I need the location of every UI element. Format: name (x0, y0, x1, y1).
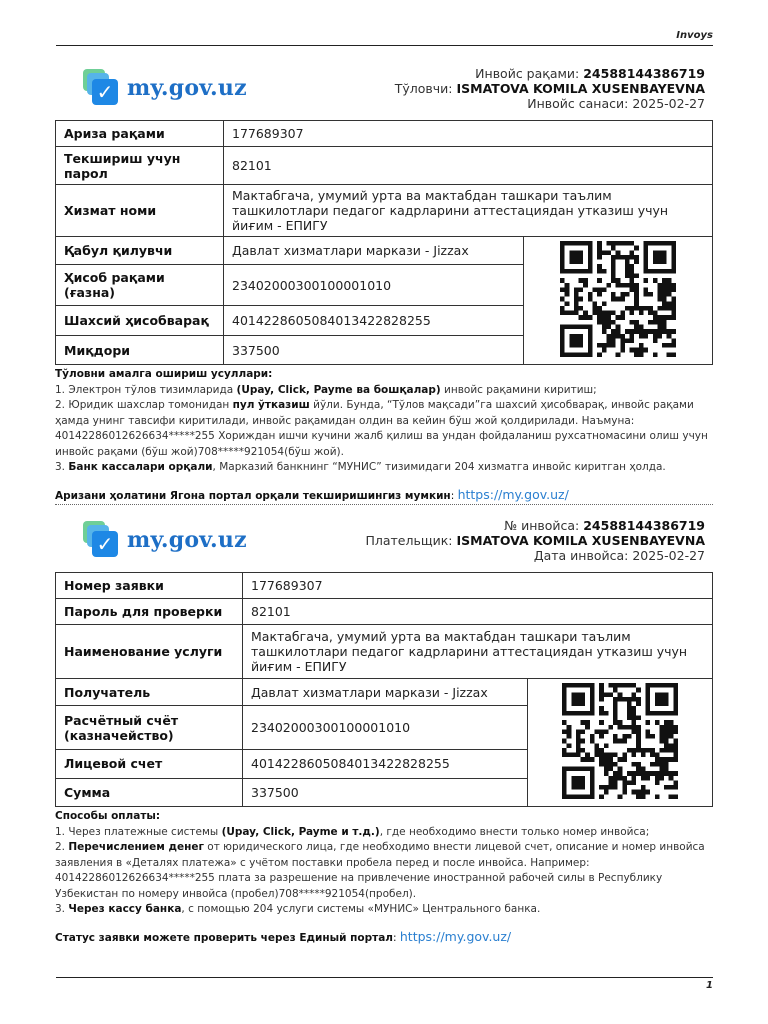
qr-code-cell (524, 237, 713, 365)
invoice-date: 2025-02-27 (632, 548, 705, 563)
row-label: Шахсий ҳисобварақ (56, 306, 224, 336)
row-value: Давлат хизматлари маркази - Jizzax (224, 237, 524, 265)
payment-method-3: 3. Банк кассалари орқали, Марказий банкнинг “МУНИС” тизимидаги 204 хизматга инвойс киритган ҳолда. (55, 461, 666, 473)
status-check-text: Аризани ҳолатини Ягона портал орқали текширишингиз мумкин (55, 489, 451, 502)
payer-label: Плательщик: (365, 533, 453, 548)
row-value: Мактабгача, умумий урта ва мактабдан ташкари таълим ташкилотлари педагог кадрларини аттестациядан утказиш учун йиғим - ЕПИГУ (224, 185, 713, 237)
invoice-date-label: Инвойс санаси: (527, 96, 629, 111)
mygov-logo (83, 68, 247, 108)
row-label: Получатель (56, 679, 243, 706)
payment-method-3: 3. Через кассу банка, с помощью 204 услуги системы «МУНИС» Центрального банка. (55, 903, 541, 915)
qr-code-icon (557, 241, 679, 357)
row-label: Қабул қилувчи (56, 237, 224, 265)
row-value: 337500 (243, 778, 528, 806)
invoice-number-label: Инвойс рақами: (475, 66, 580, 81)
invoice-header (55, 508, 713, 572)
invoice-details-table (55, 572, 713, 807)
invoice-section-ru (55, 508, 713, 944)
payer-label: Тўловчи: (394, 81, 453, 96)
row-value: 177689307 (224, 121, 713, 147)
portal-link[interactable]: https://my.gov.uz/ (399, 928, 512, 944)
invoice-section-uz (55, 56, 713, 502)
qr-code-cell (528, 679, 713, 807)
invoice-number: 24588144386719 (583, 66, 705, 81)
row-value: 82101 (243, 599, 713, 625)
row-label: Пароль для проверки (56, 599, 243, 625)
table-row (56, 599, 713, 625)
logo-text: my.gov.uz (127, 75, 247, 101)
logo-check-icon: ✓ (83, 69, 119, 107)
invoice-info (395, 66, 705, 111)
payment-method-1: 1. Электрон тўлов тизимларида (Upay, Click, Payme ва бошқалар) инвойс рақамини киритиш; (55, 383, 597, 396)
row-value: 401422860508401342282825​5 (224, 306, 524, 336)
row-label: Лицевой счет (56, 750, 243, 778)
invoice-header (55, 56, 713, 120)
row-value: 23402000300100001010 (243, 706, 528, 750)
payment-methods (55, 367, 713, 476)
table-row (56, 147, 713, 185)
payment-method-2: 2. Юридик шахслар томонидан пул ўтказиш йўли. Бунда, “Тўлов мақсади”га шахсий ҳисобварақ, инвойс рақами ҳамда унинг тавсифи киритилади, инвойс рақамидан олдин ва кейин бўш жой қолдирилади. Наъмуна: 40142286012626634*****255 Хориждан ишчи кучини жалб қилиш ва ундан фойдаланиш рухсатномасини олиш учун инвойс рақами (бўш жой)708*****921054(бўш жой). (55, 399, 708, 458)
row-value: Мактабгача, умумий урта ва мактабдан ташкари таълим ташкилотлари педагог кадрларини аттестациядан утказиш учун йиғим - ЕПИГУ (243, 625, 713, 679)
payment-methods-title: Тўловни амалга ошириш усуллари: (55, 368, 273, 380)
page-number: 1 (706, 980, 713, 991)
payer-name: ISMATOVA KOMILA XUSENBAYEVNA (456, 533, 705, 548)
row-label: Наименование услуги (56, 625, 243, 679)
invoice-info (365, 518, 705, 563)
row-value: Давлат хизматлари маркази - Jizzax (243, 679, 528, 706)
row-label: Ҳисоб рақами (ғазна) (56, 264, 224, 305)
table-row (56, 573, 713, 599)
row-label: Миқдори (56, 336, 224, 365)
mygov-logo (83, 520, 247, 560)
row-label: Сумма (56, 778, 243, 806)
logo-text: my.gov.uz (127, 527, 247, 553)
invoice-date-label: Дата инвойса: (533, 548, 629, 563)
status-check-text: Статус заявки можете проверить через Единый портал (55, 931, 393, 944)
table-row (56, 679, 713, 706)
invoice-details-table (55, 120, 713, 365)
status-check-line: Аризани ҳолатини Ягона портал орқали текширишингиз мумкин: https://my.gov.uz/ (55, 486, 569, 502)
row-label: Текшириш учун парол (56, 147, 224, 185)
invoice-number: 24588144386719 (583, 518, 705, 533)
row-label: Расчётный счёт (казначейство) (56, 706, 243, 750)
table-row (56, 185, 713, 237)
row-value: 401422860508401342282825​5 (243, 750, 528, 778)
portal-link[interactable]: https://my.gov.uz/ (457, 486, 569, 502)
payment-methods (55, 809, 713, 918)
row-label: Хизмат номи (56, 185, 224, 237)
page-header (56, 30, 713, 46)
row-label: Номер заявки (56, 573, 243, 599)
payment-method-1: 1. Через платежные системы (Upay, Click, Payme и т.д.), где необходимо внести только номер инвойса; (55, 825, 650, 838)
table-row (56, 121, 713, 147)
table-row (56, 237, 713, 265)
row-value: 82101 (224, 147, 713, 185)
qr-code-icon (559, 683, 681, 799)
logo-check-icon: ✓ (83, 521, 119, 559)
payer-name: ISMATOVA KOMILA XUSENBAYEVNA (456, 81, 705, 96)
row-value: 177689307 (243, 573, 713, 599)
status-check-line: Статус заявки можете проверить через Единый портал: https://my.gov.uz/ (55, 928, 512, 944)
section-divider (55, 504, 713, 505)
invoice-number-label: № инвойса: (504, 518, 580, 533)
row-value: 23402000300100001010 (224, 264, 524, 305)
row-value: 337500 (224, 336, 524, 365)
page-footer (56, 977, 713, 991)
payment-methods-title: Способы оплаты: (55, 810, 161, 822)
row-label: Ариза рақами (56, 121, 224, 147)
header-label: Invoys (676, 30, 713, 41)
payment-method-2: 2. Перечислением денег от юридического лица, где необходимо внести лицевой счет, описание и номер инвойса заявления в «Деталях платежа» с учётом поставки пробела перед и после инвойса. Например: 40142286012626634*****255 плата за разрешение на привлечение иностранной рабочей силы в Республику Узбекистан по номеру инвойса (пробел)708*****921054(пробел). (55, 841, 705, 900)
invoice-date: 2025-02-27 (632, 96, 705, 111)
table-row (56, 625, 713, 679)
